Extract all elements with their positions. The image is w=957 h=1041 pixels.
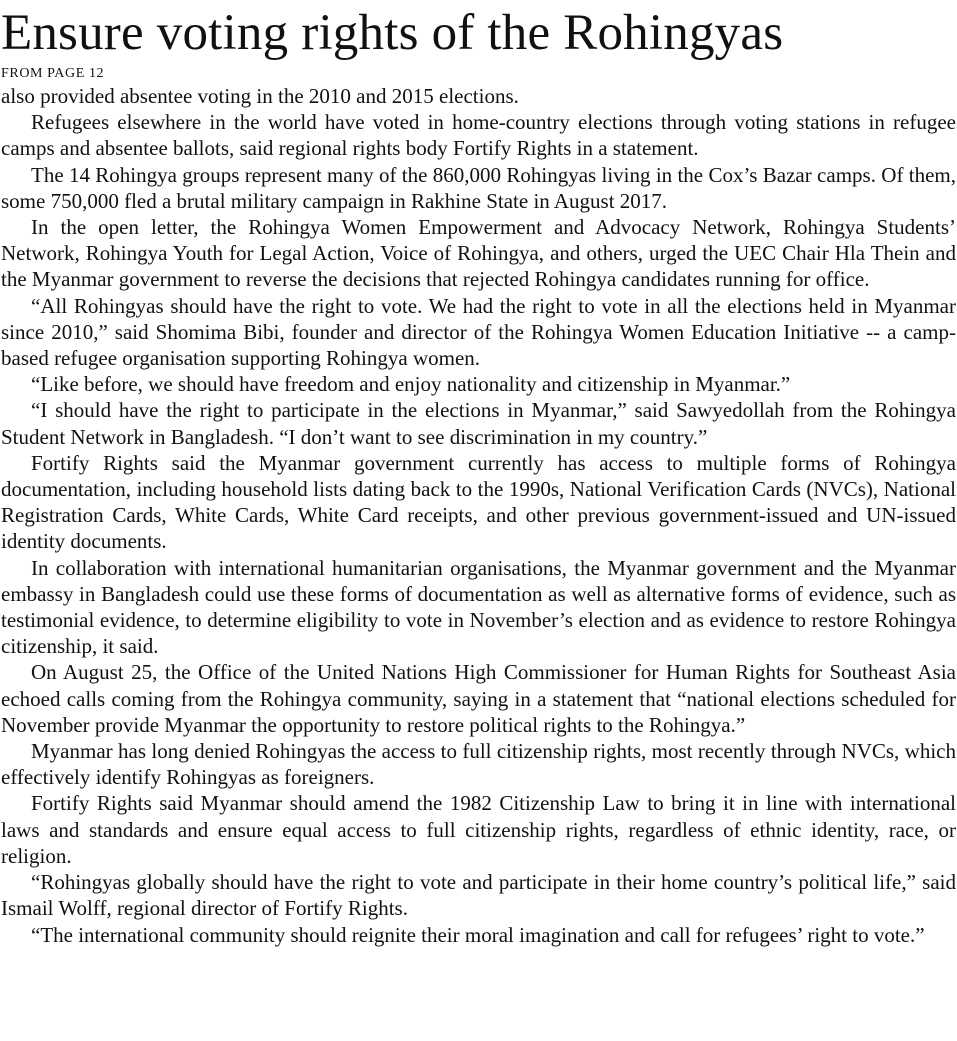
paragraph: “I should have the right to participate in the elections in Myanmar,” said Sawyedollah from the Rohingya Student Network in Bangladesh. “I don’t want to see discrimination in my country.” [1, 398, 956, 449]
paragraph: “Like before, we should have freedom and enjoy nationality and citizenship in Myanmar.” [31, 372, 791, 397]
paragraph: In collaboration with international humanitarian organisations, the Myanmar government and the Myanmar embassy in Bangladesh could use these forms of documentation as well as alternative forms of evidence, such as testimonial evidence, to determine eligibility to vote in November’s election and as evidence to restore Rohingya citizenship, it said. [1, 555, 956, 659]
paragraph: “All Rohingyas should have the right to vote. We had the right to vote in all the elections held in Myanmar since 2010,” said Shomima Bibi, founder and director of the Rohingya Women Education Initiative -- a camp-based refugee organisation supporting Rohingya women. [1, 293, 956, 371]
paragraph: Refugees elsewhere in the world have voted in home-country elections through voting stations in refugee camps and absentee ballots, said regional rights body Fortify Rights in a statement. [1, 110, 956, 161]
paragraph: “Rohingyas globally should have the right to vote and participate in their home country’s political life,” said Ismail Wolff, regional director of Fortify Rights. [1, 870, 956, 921]
paragraph: The 14 Rohingya groups represent many of the 860,000 Rohingyas living in the Cox’s Bazar camps. Of them, some 750,000 fled a brutal military campaign in Rakhine State in August 2017. [1, 162, 956, 213]
paragraph: “The international community should reignite their moral imagination and call for refugees’ right to vote.” [31, 922, 925, 947]
paragraph: In the open letter, the Rohingya Women Empowerment and Advocacy Network, Rohingya Students’ Network, Rohingya Youth for Legal Action, Voice of Rohingya, and others, urged the UEC Chair Hla Thein and the Myanmar government to reverse the decisions that rejected Rohingya candidates running for office. [1, 215, 956, 292]
paragraph: Fortify Rights said the Myanmar government currently has access to multiple forms of Rohingya documentation, including household lists dating back to the 1990s, National Verification Cards (NVCs), National Registration Cards, White Cards, White Card receipts, and other previous government-issued and UN-issued identity documents. [1, 450, 956, 554]
continued-from-label: FROM PAGE 12 [1, 66, 105, 81]
paragraph: On August 25, the Office of the United Nations High Commissioner for Human Rights for Southeast Asia echoed calls coming from the Rohingya community, saying in a statement that “national elections scheduled for November provide Myanmar the opportunity to restore political rights to the Rohingya.” [1, 660, 956, 737]
paragraph: also provided absentee voting in the 2010 and 2015 elections. [1, 84, 519, 108]
paragraph: Myanmar has long denied Rohingyas the access to full citizenship rights, most recently through NVCs, which effectively identify Rohingyas as foreigners. [1, 739, 956, 790]
article-body [1, 83, 956, 948]
paragraph: Fortify Rights said Myanmar should amend the 1982 Citizenship Law to bring it in line with international laws and standards and ensure equal access to full citizenship rights, regardless of ethnic identity, race, or religion. [1, 791, 956, 868]
article [1, 4, 956, 948]
headline: Ensure voting rights of the Rohingyas [1, 5, 784, 61]
